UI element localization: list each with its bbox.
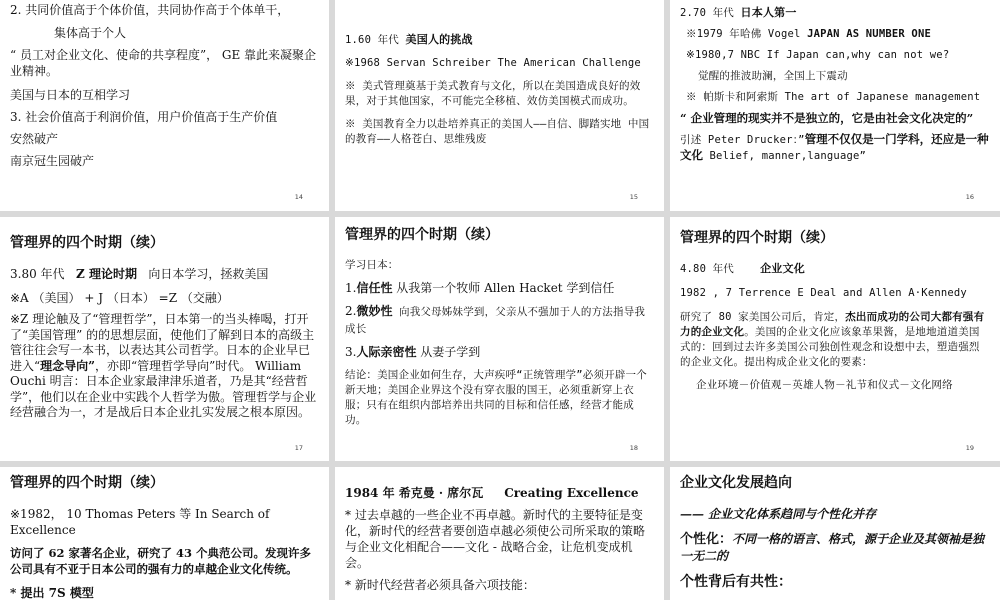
- para-bold: 杰出而成功的公司大都有强有力的企业文化: [680, 311, 985, 338]
- text-line: ※ 帕斯卡和阿索斯 The art of Japanese management: [686, 91, 981, 103]
- page-number: 19: [965, 444, 974, 452]
- bullet-line: * 提出 7S 模型: [10, 586, 94, 600]
- slide-title: 管理界的四个时期（续）: [345, 227, 499, 243]
- text-line: ※A （美国） + J （日本） =Z （交融）: [10, 291, 229, 305]
- item-bold: 微妙性: [356, 304, 393, 318]
- slide-thumbnail-20[interactable]: [0, 467, 329, 600]
- item-bold: 人际亲密性: [356, 345, 417, 359]
- heading-bold: 企业文化: [760, 262, 805, 275]
- paragraph: 访问了 62 家著名企业，研究了 43 个典范公司。发现许多公司具有不亚于日本公司的强有力的卓越企业文化传统。: [10, 546, 312, 576]
- text-line: 2. 共同价值高于个体价值，共同协作高于个体单干，: [10, 3, 290, 17]
- slide-thumbnail-19[interactable]: [670, 217, 1000, 461]
- paragraph: [10, 312, 319, 421]
- text-line: ※1980,7 NBC If Japan can,why can not we?: [686, 49, 950, 61]
- book-title: JAPAN AS NUMBER ONE: [807, 28, 931, 40]
- para-a: 研究了 80 家美国公司后，肯定，: [680, 311, 846, 323]
- slide-thumbnail-16[interactable]: [670, 0, 1000, 211]
- paragraph: * 过去卓越的一些企业不再卓越。新时代的主要特征是变化，新时代的经营者要创造卓越必须使公司所采取的策略与企业文化相配合——文化 - 战略合金，让危机变成机会。: [345, 508, 646, 570]
- slide-title: 管理界的四个时期（续）: [10, 235, 164, 251]
- cite-suffix: Belief, manner,language”: [703, 150, 867, 162]
- text-line: 个性背后有共性：: [680, 574, 792, 590]
- heading-prefix: 1.60 年代: [345, 34, 400, 46]
- heading-prefix: 4.80 年代: [680, 263, 735, 275]
- text-line: —— 企业文化体系趋同与个性化并存: [680, 507, 877, 521]
- item-number: 1.: [345, 281, 357, 295]
- paragraph: [680, 310, 990, 370]
- para-bold: 个性化：: [680, 532, 733, 547]
- slide-thumbnail-17[interactable]: [0, 217, 329, 461]
- item-text: 向我父母姊妹学到，父亲从不强加于人的方法指导我成长: [345, 306, 646, 335]
- text-line: “ 员工对企业文化、使命的共享程度”， GE 靠此来凝聚企业精神。: [10, 48, 317, 78]
- text-line: 美国与日本的互相学习: [10, 88, 131, 102]
- text-line: 集体高于个人: [54, 26, 127, 40]
- slide-heading: [680, 5, 990, 21]
- para-b: ，亦即“管理哲学导向”时代。 William Ouchi 明言：日本企业家最津津乐道者，乃是其“经营哲学”，他们以在企业中实践个人哲学为傲。管理哲学与企业经营融合为一，才是战后日本企业扎实发展之根本原因。: [10, 358, 317, 419]
- slide-heading: [345, 485, 654, 501]
- quote: “ 企业管理的现实并不是独立的，它是由社会文化决定的”: [680, 111, 974, 125]
- cite-prefix: 引述 Peter Drucker：”: [680, 134, 805, 146]
- text-line: ※1982， 10 Thomas Peters 等 In Search of Excellence: [10, 507, 270, 537]
- citation: [680, 132, 990, 164]
- slide-thumbnail-18[interactable]: [335, 217, 664, 461]
- slide-thumbnail-22[interactable]: [670, 467, 1000, 600]
- heading-prefix: 1984 年 希克曼 · 席尔瓦: [345, 486, 484, 500]
- text-line: ※ 美国教育全力以赴培养真正的美国人——自信、脚踏实地 中国的教育——人格苍白、思维残废: [345, 118, 650, 145]
- page-number: 14: [294, 193, 303, 201]
- text-line: 1982 , 7 Terrence E Deal and Allen A·Kennedy: [680, 287, 967, 299]
- page-number: 18: [629, 444, 638, 452]
- text-line: [680, 27, 990, 42]
- item-number: 2.: [345, 304, 357, 318]
- slide-title: 管理界的四个时期（续）: [680, 230, 834, 246]
- slide-title: 企业文化发展趋向: [680, 475, 792, 491]
- text-line: 3. 社会价值高于利润价值，用户价值高于生产价值: [10, 110, 278, 124]
- cite-bold: 管理不仅仅是一门学科，还应是一种文化: [680, 132, 989, 162]
- para-a: ※Z 理论触及了“管理哲学”，日本第一的当头棒喝，打开了“美国管理” 的的思想层面，使他们了解到日本的高级主管往往会写一本书，以表达其公司哲学。日本的企业早已进入“: [10, 312, 315, 373]
- page-number: 17: [294, 444, 303, 452]
- list-item: [345, 303, 654, 337]
- text-line: 南京冠生园破产: [10, 154, 95, 168]
- line-prefix: ※1979 年哈佛 Vogel: [686, 28, 801, 40]
- text-line: [10, 266, 319, 282]
- bullet-line: * 新时代经营者必须具备六项技能：: [345, 578, 535, 592]
- heading-bold: 日本人第一: [740, 6, 797, 19]
- item-text: 从妻子学到: [416, 345, 481, 359]
- para-b: 。美国的企业文化应该象革果酱，是地地道道美国式的：回到过去许多美国公司独创性观念和设想中去，塑造强烈的企业文化。提出构成企业文化的要素：: [680, 326, 980, 368]
- page-number: 15: [629, 193, 638, 201]
- para-text: 不同一格的语言、格式，源于企业及其领袖是独一无二的: [680, 532, 985, 563]
- text-line: 觉醒的推波助澜，全国上下震动: [698, 70, 848, 82]
- item-bold: 信任性: [356, 281, 393, 295]
- text-line: 安然破产: [10, 132, 59, 146]
- slide-thumbnail-14[interactable]: [0, 0, 329, 211]
- text-line: ※1968 Servan Schreiber The American Challenge: [345, 57, 641, 69]
- heading-prefix: 2.70 年代: [680, 7, 735, 19]
- text-line: ※ 美式管理奠基于美式教育与文化，所以在美国造成良好的效果，对于其他国家，不可能完全移植、效仿美国模式而成功。: [345, 80, 641, 107]
- line-bold: Z 理论时期: [76, 267, 137, 281]
- item-number: 3.: [345, 345, 357, 359]
- line-suffix: 向日本学习，拯救美国: [148, 267, 269, 281]
- slide-heading: [345, 32, 654, 48]
- conclusion: 结论：美国企业如何生存，大声疾呼“正统管理学”必须开辟一个新天地；美国企业界这个没有穿衣服的国王，必须重新穿上衣服；只有在组织内部培养出共同的目标和信任感，经营才能成功。: [345, 369, 647, 426]
- heading-bold: 美国人的挑战: [405, 33, 473, 46]
- text-line: 学习日本：: [345, 259, 399, 271]
- line-prefix: 3.80 年代: [10, 267, 65, 281]
- slide-thumbnail-15[interactable]: [335, 0, 664, 211]
- slide-title: 管理界的四个时期（续）: [10, 475, 164, 491]
- elements-list: 企业环境－价值观－英雄人物－礼节和仪式－文化网络: [696, 379, 953, 391]
- list-item: [345, 280, 654, 296]
- slide-heading: [680, 261, 990, 277]
- paragraph: [680, 531, 990, 565]
- slide-thumbnail-21[interactable]: [335, 467, 664, 600]
- book-title: Creating Excellence: [504, 486, 639, 500]
- list-item: [345, 344, 654, 360]
- page-number: 16: [965, 193, 974, 201]
- para-bold: 理念导向”: [40, 358, 96, 373]
- item-text: 从我第一个牧师 Allen Hacket 学到信任: [392, 281, 615, 295]
